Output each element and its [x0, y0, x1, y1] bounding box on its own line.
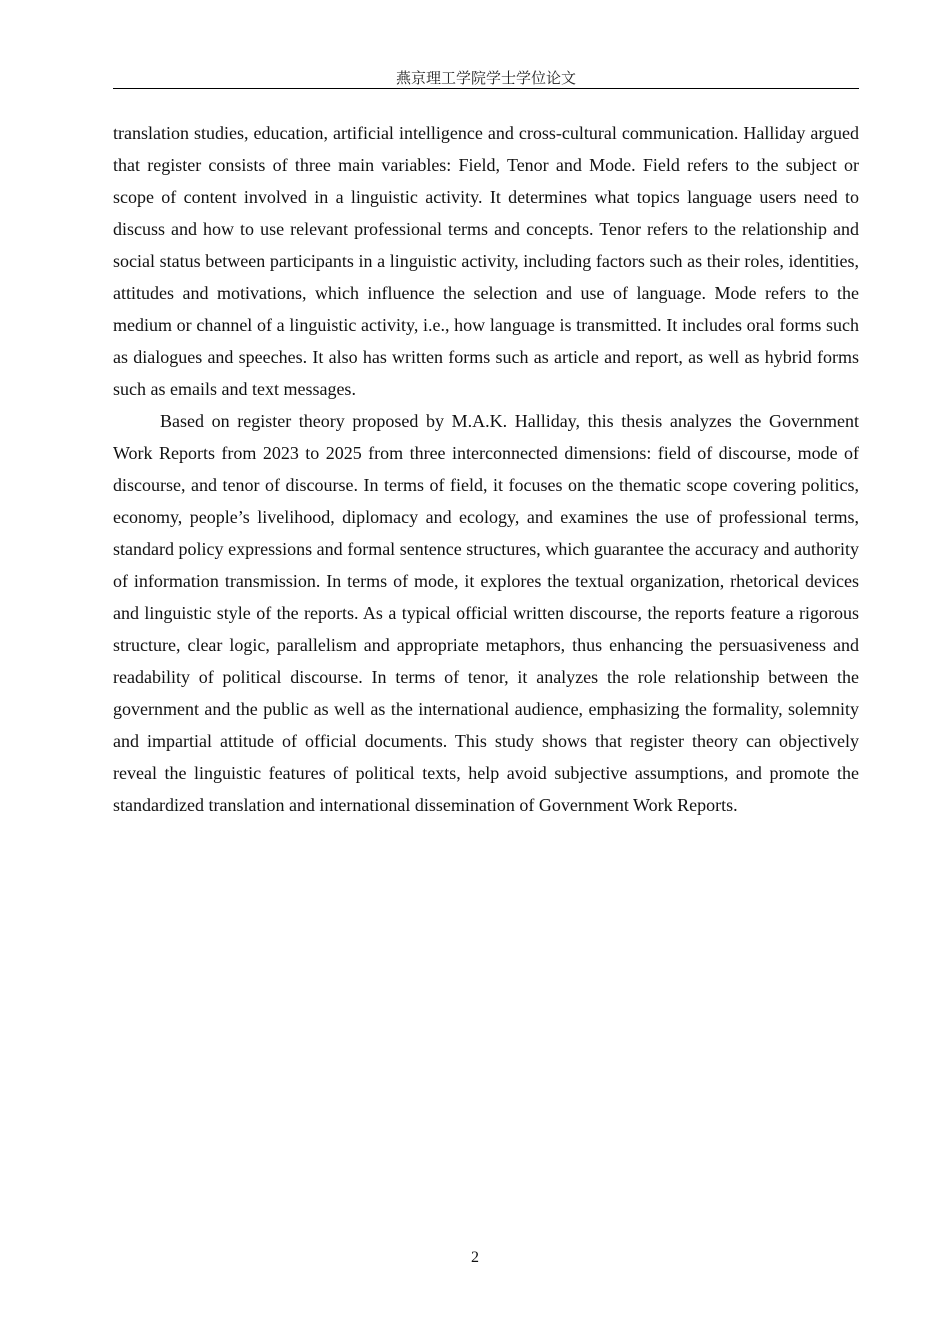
page-number: 2	[471, 1249, 479, 1266]
paragraph-continuation: translation studies, education, artificial intelligence and cross-cultural communication. Halliday argued that register consists of three main variables: Field, Tenor and Mode. Field refers to the subject or scope of content involved in a linguistic activity. It determines what topics language users need to discuss and how to use relevant professional terms and concepts. Tenor refers to the relationship and social status between participants in a linguistic activity, including factors such as their roles, identities, attitudes and motivations, which influence the selection and use of language. Mode refers to the medium or channel of a linguistic activity, i.e., how language is transmitted. It includes oral forms such as dialogues and speeches. It also has written forms such as article and report, as well as hybrid forms such as emails and text messages.	[113, 123, 859, 399]
paragraph-thesis-overview: Based on register theory proposed by M.A.K. Halliday, this thesis analyzes the Government Work Reports from 2023 to 2025 from three interconnected dimensions: field of discourse, mode of discourse, and tenor of discourse. In terms of field, it focuses on the thematic scope covering politics, economy, people’s livelihood, diplomacy and ecology, and examines the use of professional terms, standard policy expressions and formal sentence structures, which guarantee the accuracy and authority of information transmission. In terms of mode, it explores the textual organization, rhetorical devices and linguistic style of the reports. As a typical official written discourse, the reports feature a rigorous structure, clear logic, parallelism and appropriate metaphors, thus enhancing the persuasiveness and readability of political discourse. In terms of tenor, it analyzes the role relationship between the government and the public as well as the international audience, emphasizing the formality, solemnity and impartial attitude of official documents. This study shows that register theory can objectively reveal the linguistic features of political texts, help avoid subjective assumptions, and promote the standardized translation and international dissemination of Government Work Reports.	[113, 411, 859, 815]
body-text	[113, 117, 859, 821]
running-header-title: 燕京理工学院学士学位论文	[113, 68, 859, 89]
